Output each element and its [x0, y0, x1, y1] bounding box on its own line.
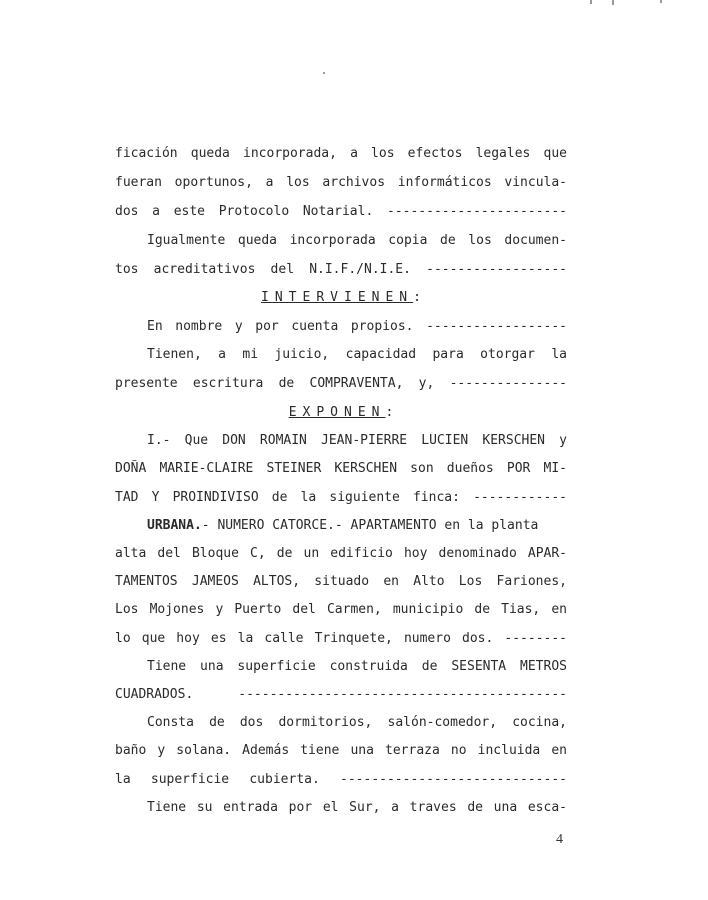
- text-line: DOÑA MARIE-CLAIRE STEINER KERSCHEN son dueños POR MI-: [115, 461, 567, 476]
- text-line: lo que hoy es la calle Trinquete, numero dos. --------: [115, 631, 567, 646]
- section-heading-intervienen: [115, 289, 567, 307]
- text-line: baño y solana. Además tiene una terraza no incluida en: [115, 743, 567, 758]
- page-number: 4: [556, 832, 563, 847]
- text-line: Los Mojones y Puerto del Carmen, municipio de Tias, en: [115, 602, 567, 617]
- text-line: En nombre y por cuenta propios. ------------------: [147, 319, 567, 334]
- text-line: TAD Y PROINDIVISO de la siguiente finca: ------------: [115, 490, 567, 505]
- text-line: Tiene su entrada por el Sur, a traves de una esca-: [147, 800, 567, 815]
- text-line: alta del Bloque C, de un edificio hoy denominado APAR-: [115, 546, 567, 561]
- text-line: presente escritura de COMPRAVENTA, y, ---------------: [115, 376, 567, 391]
- text-line: Tiene una superficie construida de SESENTA METROS: [147, 659, 567, 674]
- heading-text: INTERVIENEN: [261, 290, 414, 305]
- scan-mark: [660, 0, 662, 3]
- text-line: I.- Que DON ROMAIN JEAN-PIERRE LUCIEN KERSCHEN y: [147, 433, 567, 448]
- text-line: dos a este Protocolo Notarial. -----------------------: [115, 204, 567, 219]
- text-line: TAMENTOS JAMEOS ALTOS, situado en Alto Los Fariones,: [115, 574, 567, 589]
- text-line: tos acreditativos del N.I.F./N.I.E. ------------------: [115, 262, 567, 277]
- text-line: Igualmente queda incorporada copia de los documen-: [147, 233, 567, 248]
- scan-mark: [590, 0, 592, 4]
- section-heading-exponen: [115, 404, 567, 422]
- property-type: URBANA.: [147, 518, 202, 533]
- scan-mark: [323, 72, 325, 74]
- heading-colon: :: [385, 405, 394, 420]
- text-line: la superficie cubierta. -----------------------------: [115, 772, 567, 787]
- text-line: CUADRADOS. ------------------------------------------: [115, 687, 567, 702]
- text-line: Consta de dos dormitorios, salón-comedor, cocina,: [147, 715, 567, 730]
- property-description: - NUMERO CATORCE.- APARTAMENTO en la planta: [201, 518, 539, 533]
- text-line: ficación queda incorporada, a los efectos legales que: [115, 146, 567, 161]
- heading-colon: :: [413, 290, 421, 305]
- text-line: [147, 517, 567, 535]
- text-line: fueran oportunos, a los archivos informáticos vincula-: [115, 175, 567, 190]
- heading-text: EXPONEN: [288, 405, 386, 420]
- scan-mark: [612, 0, 614, 5]
- text-line: Tienen, a mi juicio, capacidad para otorgar la: [147, 347, 567, 362]
